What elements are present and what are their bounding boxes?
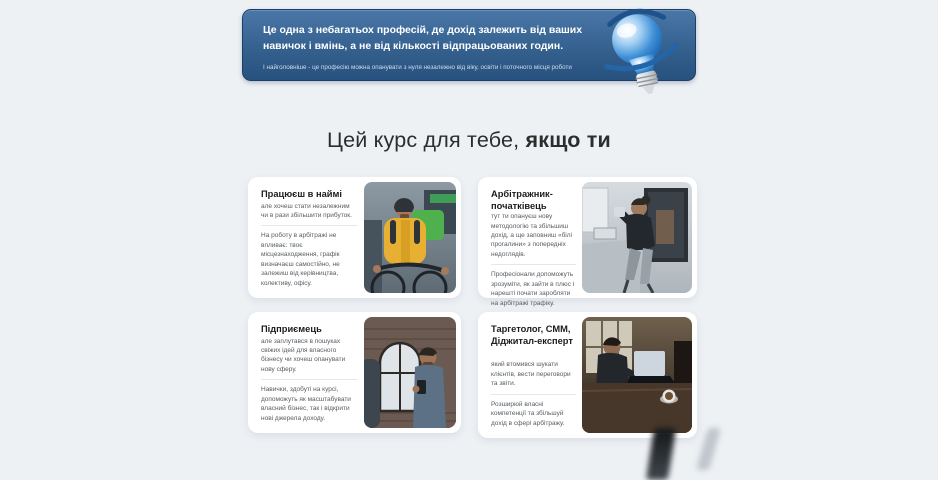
- lightbulb-icon: [597, 2, 683, 100]
- blurred-person-silhouette: [628, 428, 748, 480]
- card-paragraph: Розширюй власні компетенції та збільшуй дохід в сфері арбітражу.: [491, 400, 565, 427]
- card-divider: [261, 379, 358, 380]
- photo-courier-on-bike: [364, 182, 456, 293]
- card-title: Працюєш в наймі: [261, 189, 342, 199]
- banner-title: Це одна з небагатьох професій, де дохід залежить від ваших навичок і вмінь, а не від кількості відпрацьованих годин.: [263, 24, 583, 52]
- card-text: [483, 317, 582, 433]
- audience-card-beginner-arbitrager: [478, 177, 697, 307]
- section-title-emphasis: якщо ти: [525, 128, 611, 152]
- card-text: [253, 182, 364, 293]
- card-divider: [261, 225, 358, 226]
- photo-person-with-laptop: [582, 317, 692, 433]
- card-divider: [491, 264, 576, 265]
- card-paragraph: Професіонали допоможуть зрозуміти, як зайти в плюс і нарешті почати заробляти на арбітражі трафіку.: [491, 271, 575, 307]
- card-paragraph: але заплутався в пошуках свіжих ідей для власного бізнесу чи хочеш опанувати нову сферу.: [261, 337, 346, 373]
- card-text: [483, 182, 582, 307]
- card-title: Таргетолог, СММ, Діджитал-експерт: [491, 324, 573, 347]
- section-title-prefix: Цей курс для тебе,: [327, 128, 526, 152]
- audience-card-digital-expert: [478, 312, 697, 438]
- card-paragraph: Навички, здобуті на курсі, допоможуть як масштабувати власний бізнес, так і відкрити нові джерела доходу.: [261, 386, 351, 422]
- card-title: Підприємець: [261, 324, 322, 334]
- audience-card-entrepreneur: [248, 312, 461, 433]
- photo-man-drinking-coffee: [582, 182, 692, 293]
- silhouette-shape-light: [696, 428, 721, 470]
- section-title: [0, 128, 938, 153]
- photo-man-with-phone: [364, 317, 456, 428]
- silhouette-shape-dark: [646, 428, 676, 480]
- card-paragraph: але хочеш стати незалежним чи в рази збільшити прибуток.: [261, 202, 352, 220]
- card-text: [253, 317, 364, 428]
- card-paragraph: На роботу в арбітражі не впливає: твоє місцезнаходження, графік визначаєш самостійно, не залежиш від керівництва, колективу, офісу.: [261, 232, 340, 287]
- banner-subtitle: І найголовніше - це професію можна опанувати з нуля незалежно від віку, освіти і поточного місця роботи: [263, 64, 572, 71]
- card-divider: [491, 394, 576, 395]
- audience-card-employed: [248, 177, 461, 298]
- benefit-banner: [242, 9, 696, 81]
- card-title: Арбітражник-початківець: [491, 189, 553, 212]
- card-paragraph: тут ти опануєш нову методологію та збільшиш дохід, а ще заповниш «білі прогалини» з попередніх недоглядів.: [491, 213, 572, 258]
- card-paragraph: який втомився шукати клієнтів, вести переговори та звіти.: [491, 361, 571, 388]
